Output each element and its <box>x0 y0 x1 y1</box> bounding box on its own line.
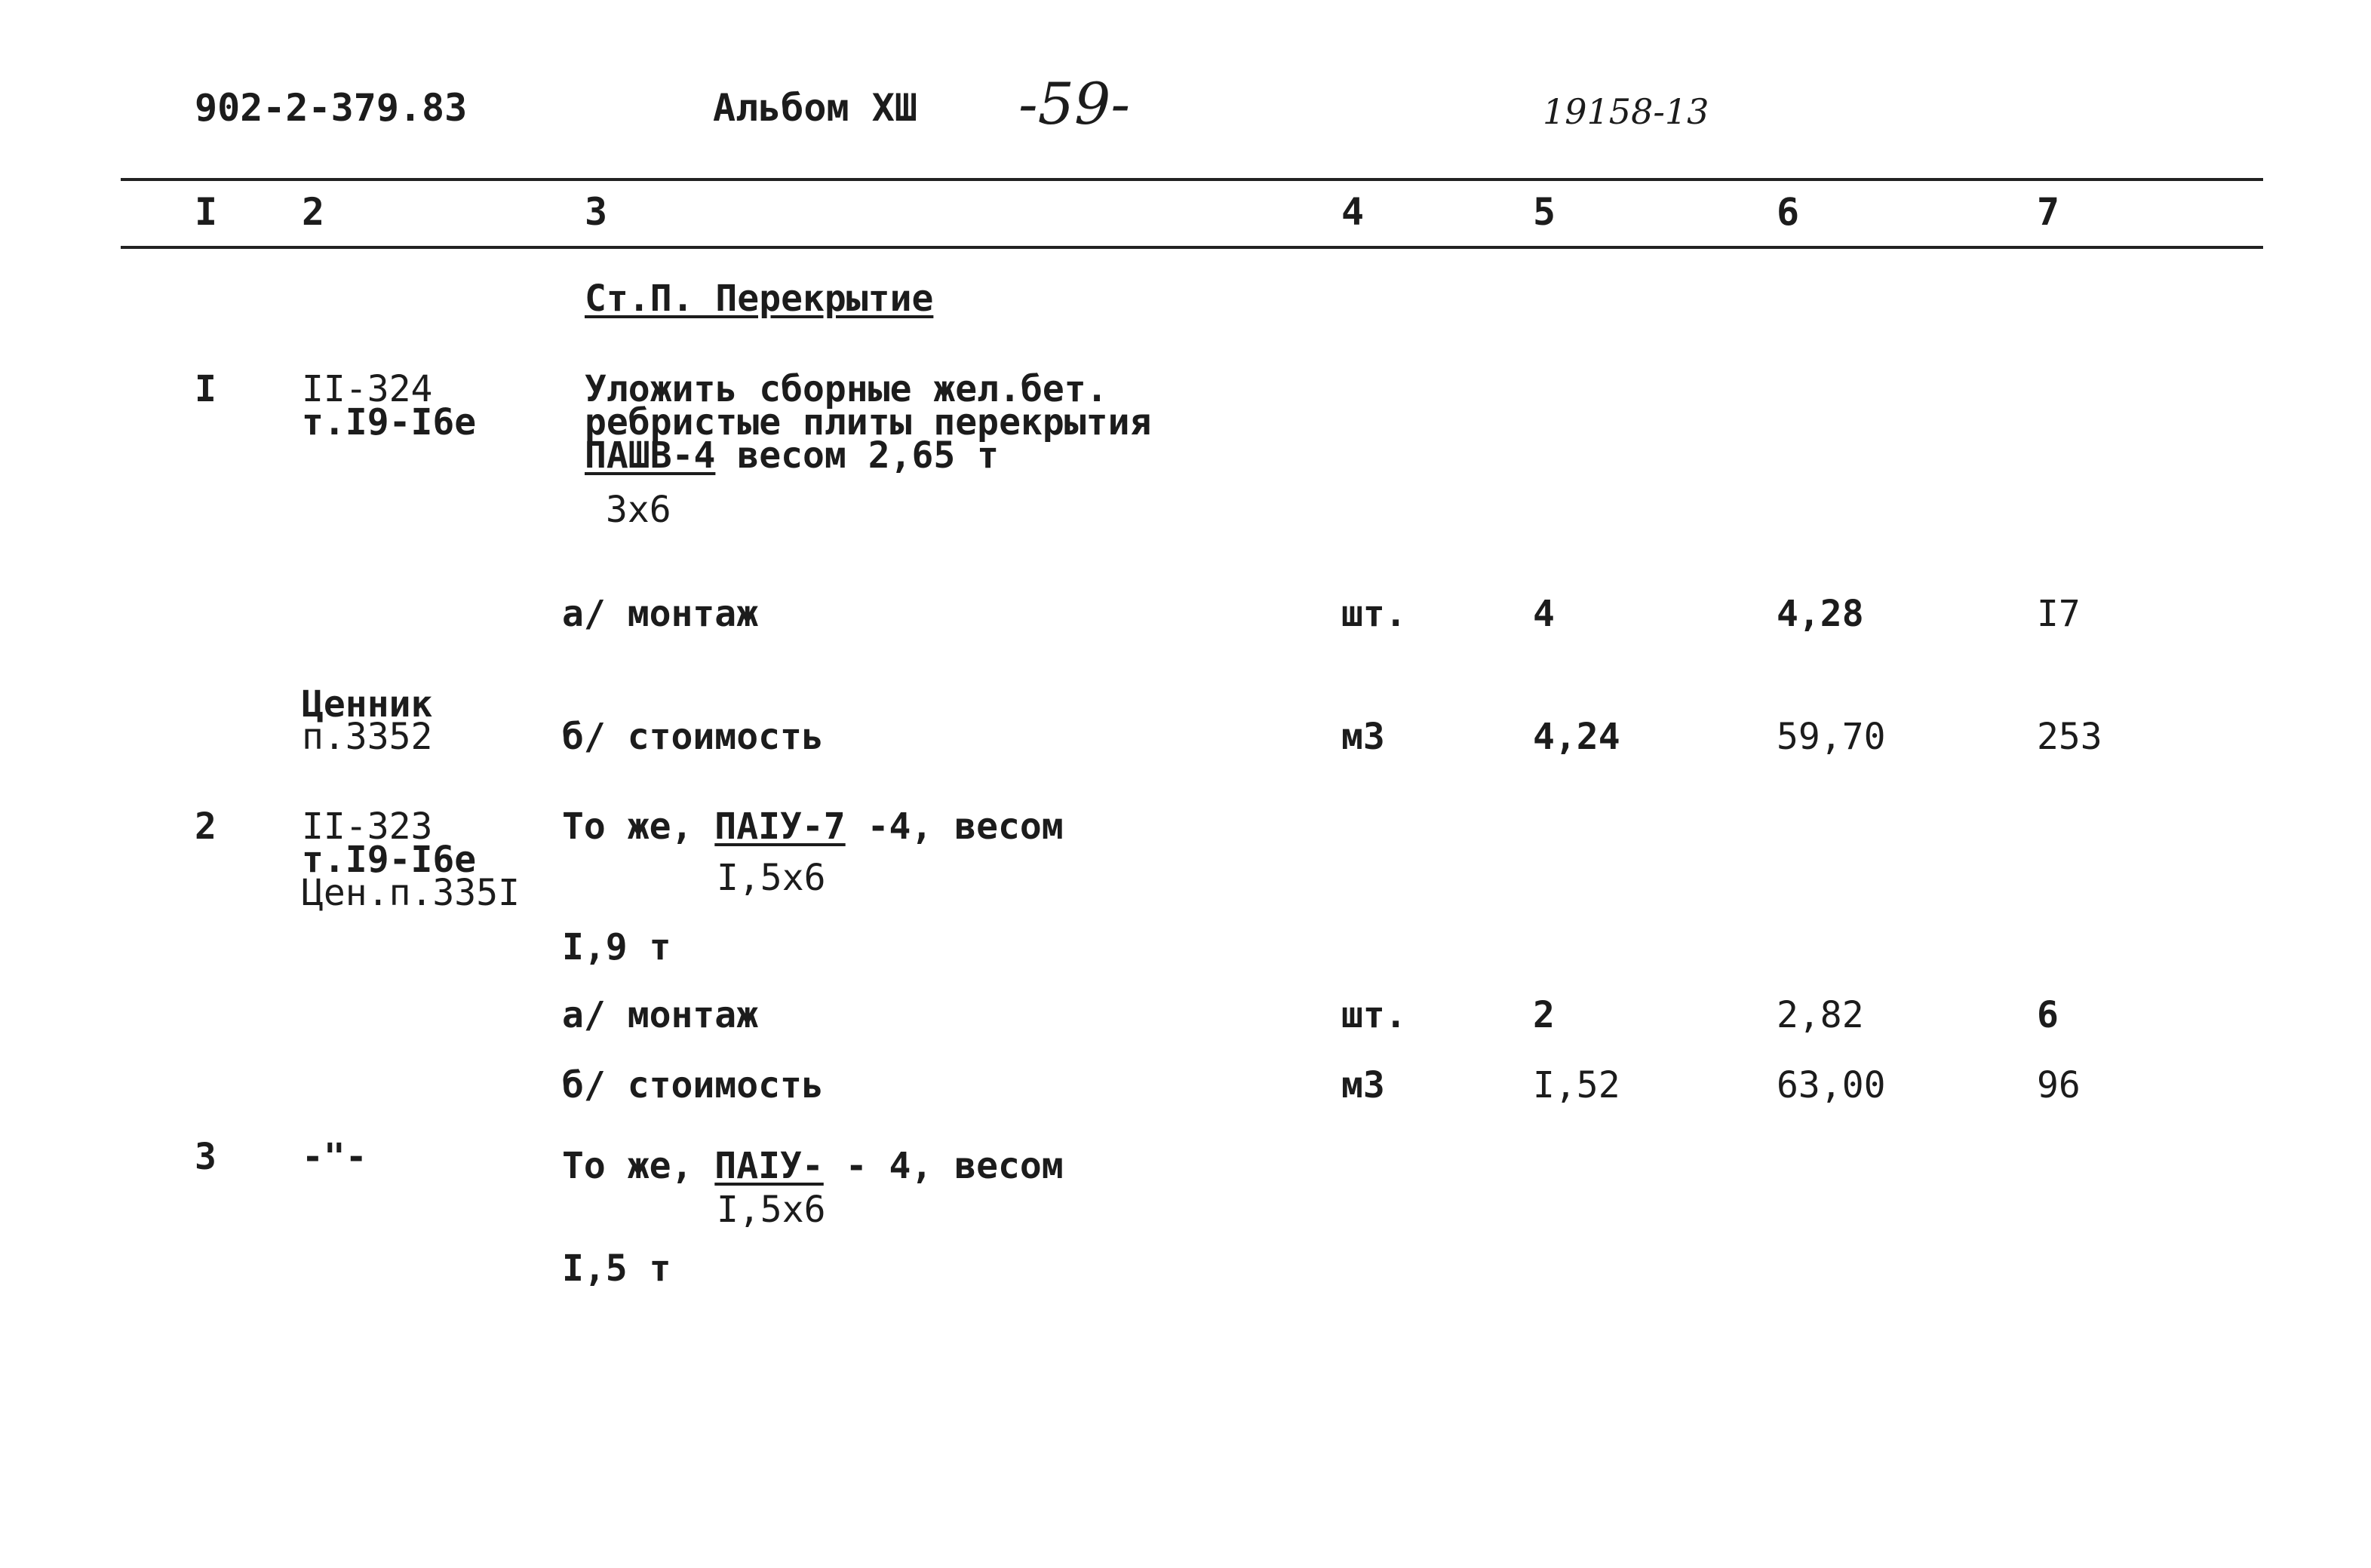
section-title: Ст.П. Перекрытие <box>585 278 934 320</box>
item1-description-line3 <box>585 434 1000 477</box>
item1-b-ref1: Ценник <box>302 683 433 726</box>
document-code: 902-2-379.83 <box>195 86 468 130</box>
item2-weight: I,9 т <box>562 926 671 968</box>
item2-mark-rest: -4, весом <box>867 805 1064 848</box>
item1-b-unit: м3 <box>1341 716 1385 758</box>
item2-b-unit: м3 <box>1341 1064 1385 1106</box>
column-header-3: 3 <box>585 190 608 234</box>
item2-number: 2 <box>195 805 217 848</box>
item1-a-unit: шт. <box>1341 593 1407 635</box>
item1-weight: весом 2,65 т <box>737 434 1000 477</box>
item2-a-price: 2,82 <box>1777 994 1864 1036</box>
item1-a-total: I7 <box>2037 593 2081 635</box>
item1-a-qty: 4 <box>1533 593 1555 635</box>
column-header-2: 2 <box>302 190 325 234</box>
item1-description-line1: Уложить сборные жел.бет. <box>585 368 1108 410</box>
item2-description <box>562 805 1064 848</box>
item2-b-total: 96 <box>2037 1064 2081 1106</box>
item3-description <box>562 1145 1064 1187</box>
item2-table-ref: т.I9-I6е <box>302 839 477 881</box>
top-rule <box>121 178 2263 181</box>
item1-description-line2: ребристые плиты перекрытия <box>585 401 1152 443</box>
item1-a-label: а/ монтаж <box>562 593 759 635</box>
item1-b-price: 59,70 <box>1777 716 1886 758</box>
item2-b-label: б/ стоимость <box>562 1064 824 1106</box>
item3-code-ditto: -"- <box>302 1136 367 1178</box>
item3-size: I,5х6 <box>717 1189 826 1231</box>
inventory-number: 19158-13 <box>1543 91 1709 132</box>
item1-size: 3х6 <box>606 489 671 531</box>
item2-b-qty: I,52 <box>1533 1064 1620 1106</box>
item2-a-unit: шт. <box>1341 994 1407 1036</box>
item2-a-total: 6 <box>2037 994 2059 1036</box>
column-header-7: 7 <box>2037 190 2060 234</box>
item1-b-ref2: п.3352 <box>302 716 433 758</box>
item1-code: II-324 <box>302 368 433 410</box>
item2-code: II-323 <box>302 805 433 848</box>
item2-price-ref: Цен.п.335I <box>302 872 520 914</box>
column-header-4: 4 <box>1341 190 1365 234</box>
item1-a-price: 4,28 <box>1777 593 1864 635</box>
column-header-6: 6 <box>1777 190 1800 234</box>
column-header-1: I <box>195 190 218 234</box>
item2-size: I,5х6 <box>717 857 826 899</box>
item3-number: 3 <box>195 1136 217 1178</box>
item1-table-ref: т.I9-I6е <box>302 401 477 443</box>
item2-b-price: 63,00 <box>1777 1064 1886 1106</box>
item1-b-label: б/ стоимость <box>562 716 824 758</box>
item2-desc-pre: То же, <box>562 805 693 848</box>
item1-number: I <box>195 368 217 410</box>
header-bottom-rule <box>121 246 2263 249</box>
item1-mark: ПАШВ-4 <box>585 434 716 477</box>
item2-mark: ПАIУ-7 <box>714 805 846 848</box>
item1-b-total: 253 <box>2037 716 2102 758</box>
page-number: -59- <box>1018 70 1131 137</box>
item2-a-label: а/ монтаж <box>562 994 759 1036</box>
item3-mark: ПАIУ- <box>714 1145 824 1187</box>
item3-weight: I,5 т <box>562 1247 671 1290</box>
album-label: Альбом XШ <box>713 86 917 130</box>
column-header-5: 5 <box>1533 190 1556 234</box>
item1-b-qty: 4,24 <box>1533 716 1620 758</box>
item3-desc-pre: То же, <box>562 1145 693 1187</box>
item3-mark-rest: - 4, весом <box>845 1145 1064 1187</box>
item2-a-qty: 2 <box>1533 994 1555 1036</box>
